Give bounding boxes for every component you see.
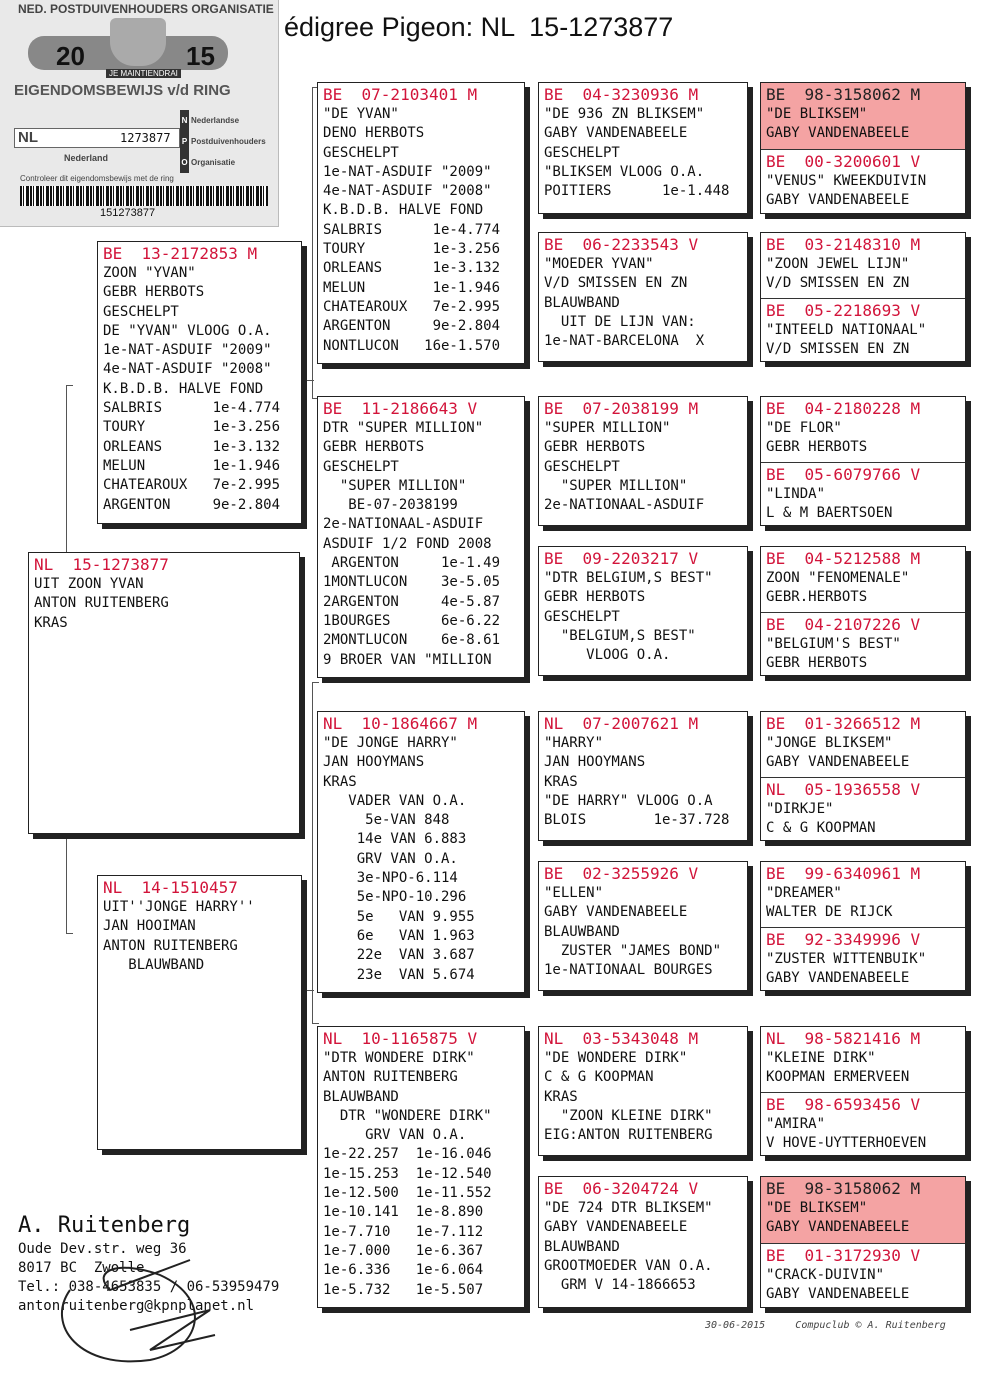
pigeon-detail-line: 9 BROER VAN "MILLION [323, 651, 492, 668]
pigeon-details [98, 264, 301, 515]
ring-number: BE 05-6079766 V [766, 465, 921, 484]
pigeon-detail-line: 2ARGENTON 4e-5.87 [323, 593, 501, 610]
ring-number: BE 04-2107226 V [766, 615, 921, 634]
pigeon-detail-line: "SUPER MILLION" [544, 477, 688, 494]
pigeon-gen5-7[interactable] [761, 547, 965, 612]
pigeon-detail-line: VLOOG O.A. [544, 647, 671, 664]
pigeon-detail-line: "DE BLIKSEM" [766, 106, 868, 122]
pigeon-detail-line: 1e-7.000 1e-6.367 [323, 1242, 484, 1259]
pigeon-details [98, 898, 301, 975]
pigeon-detail-line: TOURY 1e-3.256 [323, 241, 501, 258]
pigeon-details [318, 105, 524, 356]
pigeon-detail-line: GABY VANDENABEELE [766, 1286, 910, 1303]
pigeon-detail-line: POITIERS 1e-1.448 [544, 183, 730, 200]
card-number: 1273877 [120, 131, 171, 145]
connector-subject-sire [66, 385, 73, 553]
ring-number: BE 07-2103401 M [323, 85, 478, 104]
pigeon-detail-line: C & G KOOPMAN [766, 820, 876, 837]
pigeon-details [761, 1266, 965, 1305]
pigeon-details [761, 1199, 965, 1238]
pigeon-details [761, 884, 965, 923]
pigeon-dam-dam[interactable] [317, 1026, 525, 1308]
pigeon-details [761, 1049, 965, 1088]
pigeon-detail-line: 1e-15.253 1e-12.540 [323, 1165, 492, 1182]
pigeon-gen5-13[interactable] [761, 1027, 965, 1092]
pigeon-detail-line: "KLEINE DIRK" [766, 1050, 876, 1066]
pigeon-detail-line: GESCHELPT [544, 608, 620, 625]
pigeon-detail-line: "SUPER MILLION" [323, 477, 467, 494]
pigeon-detail-line: "DE 936 ZN BLIKSEM" [544, 106, 705, 122]
pigeon-detail-line: "DREAMER" [766, 885, 842, 901]
pigeon-detail-line: V/D SMISSEN EN ZN [544, 275, 688, 292]
pigeon-pair-1 [760, 82, 966, 214]
pigeon-detail-line: "DE FLOR" [766, 420, 842, 436]
pigeon-detail-line: ARGENTON 9e-2.804 [103, 496, 281, 513]
pigeon-detail-line: 22e VAN 3.687 [323, 947, 475, 964]
pigeon-detail-line: L & M BAERTSOEN [766, 505, 893, 522]
ring-number: BE 00-3200601 V [766, 152, 921, 171]
pigeon-detail-line: ANTON RUITENBERG [323, 1069, 458, 1086]
barcode-number: 151273877 [100, 207, 156, 219]
pigeon-detail-line: ARGENTON 9e-2.804 [323, 318, 501, 335]
pigeon-details [761, 172, 965, 211]
pigeon-detail-line: 3e-NPO-6.114 [323, 870, 458, 887]
owner-email: antonruitenberg@kpnplanet.nl [18, 1298, 255, 1314]
ring-number: BE 04-2180228 M [766, 399, 921, 418]
pigeon-detail-line: K.B.D.B. HALVE FOND [103, 380, 264, 397]
card-heading: EIGENDOMSBEWIJS v/d RING [14, 82, 231, 99]
pigeon-sire[interactable] [97, 241, 302, 524]
pigeon-detail-line: ZOON "FENOMENALE" [766, 570, 910, 586]
ring-number: NL 03-5343048 M [544, 1029, 699, 1048]
pigeon-detail-line: 1e-NAT-BARCELONA X [544, 333, 705, 350]
hline-sire [302, 380, 314, 381]
pigeon-detail-line: 1e-NATIONAAL BOURGES [544, 962, 713, 979]
pigeon-gen5-1[interactable] [761, 83, 965, 149]
pigeon-detail-line: KRAS [544, 773, 578, 790]
pigeon-sire-sire[interactable] [317, 82, 525, 364]
pigeon-gen4-7[interactable] [538, 1026, 748, 1156]
pigeon-detail-line: "JONGE BLIKSEM" [766, 735, 893, 751]
pigeon-details [761, 1115, 965, 1154]
signature-scribble [40, 1230, 220, 1380]
pigeon-detail-line: 2e-NATIONAAL-ASDUIF [323, 516, 484, 533]
pigeon-detail-line: GRV VAN O.A. [323, 1127, 467, 1144]
hline-dam [302, 990, 314, 991]
pigeon-gen5-11[interactable] [761, 862, 965, 927]
pigeon-detail-line: GABY VANDENABEELE [766, 970, 910, 987]
pigeon-detail-line: "DE HARRY" VLOOG O.A [544, 792, 713, 809]
pigeon-detail-line: "VENUS" KWEEKDUIVIN [766, 173, 927, 189]
ring-number: BE 11-2186643 V [323, 399, 478, 418]
coat-of-arms-icon [110, 18, 166, 66]
pigeon-detail-line: "DE YVAN" [323, 106, 399, 122]
pigeon-details [318, 734, 524, 985]
card-control-text: Controleer dit eigendomsbewijs met de ring [20, 174, 174, 183]
pigeon-detail-line: GEBR HERBOTS [103, 284, 205, 301]
pigeon-detail-line: ZUSTER "JAMES BOND" [544, 942, 722, 959]
pigeon-detail-line: SALBRIS 1e-4.774 [103, 400, 281, 417]
pigeon-dam[interactable] [97, 875, 302, 1150]
pigeon-detail-line: 1e-10.141 1e-8.890 [323, 1204, 484, 1221]
pigeon-detail-line: "DE JONGE HARRY" [323, 735, 458, 751]
pigeon-detail-line: KRAS [34, 614, 68, 631]
pigeon-detail-line: ANTON RUITENBERG [34, 595, 169, 612]
pigeon-details [539, 569, 747, 665]
pigeon-details [539, 255, 747, 351]
ring-number: NL 10-1165875 V [323, 1029, 478, 1048]
pigeon-detail-line: JAN HOOIMAN [103, 918, 196, 935]
pigeon-detail-line: CHATEAROUX 7e-2.995 [323, 298, 501, 315]
pigeon-detail-line: GABY VANDENABEELE [544, 1219, 688, 1236]
pigeon-detail-line: WALTER DE RIJCK [766, 904, 893, 921]
pigeon-detail-line: "SUPER MILLION" [544, 420, 671, 436]
ring-number: BE 01-3172930 V [766, 1246, 921, 1265]
pigeon-gen5-16[interactable] [761, 1243, 965, 1308]
pigeon-detail-line: ANTON RUITENBERG [103, 937, 238, 954]
pigeon-pair-5 [760, 711, 966, 841]
npo-line-3: Organisatie [191, 158, 236, 167]
pigeon-details [539, 884, 747, 980]
pigeon-detail-line: 1e-12.500 1e-11.552 [323, 1185, 492, 1202]
ring-number: BE 98-3158062 M [766, 1179, 921, 1198]
pigeon-detail-line: "ZUSTER WITTENBUIK" [766, 951, 927, 967]
pigeon-detail-line: JAN HOOYMANS [544, 754, 646, 771]
pigeon-detail-line: GESCHELPT [544, 458, 620, 475]
pigeon-detail-line: GABY VANDENABEELE [766, 754, 910, 771]
pigeon-detail-line: 1e-22.257 1e-16.046 [323, 1146, 492, 1163]
pigeon-detail-line: "BELGIUM'S BEST" [766, 636, 901, 652]
card-year-right: 15 [186, 41, 215, 71]
pigeon-gen5-4[interactable] [761, 298, 965, 362]
pigeon-pair-8 [760, 1176, 966, 1308]
pigeon-detail-line: 1BOURGES 6e-6.22 [323, 612, 501, 629]
pigeon-detail-line: UIT ZOON YVAN [34, 576, 144, 592]
pigeon-detail-line: BLAUWBAND [544, 294, 620, 311]
pigeon-detail-line: 5e-VAN 848 [323, 812, 450, 829]
pigeon-detail-line: "HARRY" [544, 735, 604, 751]
pigeon-detail-line: "ZOON KLEINE DIRK" [544, 1107, 713, 1124]
pigeon-detail-line: ORLEANS 1e-3.132 [103, 438, 281, 455]
pigeon-details [761, 569, 965, 608]
pigeon-detail-line: VADER VAN O.A. [323, 792, 467, 809]
ring-number: BE 92-3349996 V [766, 930, 921, 949]
pigeon-detail-line: GROOTMOEDER VAN O.A. [544, 1257, 713, 1274]
pigeon-details [539, 1049, 747, 1145]
ring-number: NL 05-1936558 V [766, 780, 921, 799]
pigeon-detail-line: KRAS [323, 773, 357, 790]
pigeon-detail-line: ARGENTON 1e-1.49 [323, 555, 501, 572]
pigeon-detail-line: GABY VANDENABEELE [766, 1219, 910, 1236]
pigeon-detail-line: 1e-NAT-ASDUIF "2009" [103, 342, 272, 359]
pigeon-detail-line: NONTLUCON 16e-1.570 [323, 337, 501, 354]
pigeon-gen4-5[interactable] [538, 711, 748, 841]
ring-number: BE 04-5212588 M [766, 549, 921, 568]
pigeon-detail-line: GEBR.HERBOTS [766, 589, 868, 606]
ring-number: BE 09-2203217 V [544, 549, 699, 568]
pigeon-detail-line: MELUN 1e-1.946 [323, 279, 501, 296]
pigeon-detail-line: BLAUWBAND [544, 1238, 620, 1255]
pigeon-detail-line: 1e-6.336 1e-6.064 [323, 1262, 484, 1279]
crest-label: JE MAINTIENDRAI [106, 69, 181, 78]
pigeon-detail-line: DENO HERBOTS [323, 125, 425, 142]
pigeon-detail-line: EIG:ANTON RUITENBERG [544, 1127, 713, 1144]
pigeon-detail-line: GABY VANDENABEELE [766, 192, 910, 209]
pigeon-detail-line: 5e VAN 9.955 [323, 908, 475, 925]
ring-number: BE 07-2038199 M [544, 399, 699, 418]
pigeon-detail-line: MELUN 1e-1.946 [103, 457, 281, 474]
pigeon-pair-6 [760, 861, 966, 991]
owner-name: A. Ruitenberg [18, 1213, 191, 1238]
pigeon-sire-dam[interactable] [317, 396, 525, 678]
ring-number: BE 01-3266512 M [766, 714, 921, 733]
pigeon-detail-line: BLAUWBAND [103, 956, 205, 973]
pigeon-detail-line: "CRACK-DUIVIN" [766, 1267, 885, 1283]
ownership-card [0, 0, 279, 227]
pigeon-detail-line: 5e-NPO-10.296 [323, 889, 467, 906]
footer-credit: 30-06-2015 Compuclub © A. Ruitenberg [705, 1320, 946, 1331]
pigeon-detail-line: KOOPMAN ERMERVEEN [766, 1069, 910, 1086]
pigeon-detail-line: DTR "WONDERE DIRK" [323, 1107, 492, 1124]
ring-number: BE 04-3230936 M [544, 85, 699, 104]
pigeon-detail-line: UIT DE LIJN VAN: [544, 313, 696, 330]
pigeon-detail-line: 4e-NAT-ASDUIF "2008" [103, 361, 272, 378]
pigeon-dam-sire[interactable] [317, 711, 525, 993]
pigeon-detail-line: 1e-5.732 1e-5.507 [323, 1281, 484, 1298]
pigeon-detail-line: ASDUIF 1/2 FOND 2008 [323, 535, 492, 552]
pigeon-detail-line: 2e-NATIONAAL-ASDUIF [544, 497, 705, 514]
pigeon-pair-3 [760, 396, 966, 526]
pigeon-gen5-14[interactable] [761, 1092, 965, 1156]
ring-number: BE 06-2233543 V [544, 235, 699, 254]
ring-number: BE 99-6340961 M [766, 864, 921, 883]
pigeon-detail-line: 4e-NAT-ASDUIF "2008" [323, 183, 492, 200]
ring-number: BE 98-3158062 M [766, 85, 921, 104]
pigeon-details [29, 575, 299, 633]
pigeon-gen5-5[interactable] [761, 397, 965, 462]
pigeon-pair-2 [760, 232, 966, 362]
pigeon-detail-line: GESCHELPT [103, 303, 179, 320]
pigeon-detail-line: 23e VAN 5.674 [323, 966, 475, 983]
pigeon-gen4-1[interactable] [538, 82, 748, 214]
ring-number: BE 13-2172853 M [103, 244, 258, 263]
card-org: NED. POSTDUIVENHOUDERS ORGANISATIE [18, 2, 274, 16]
pigeon-details [761, 635, 965, 674]
ring-number: NL 15-1273877 [34, 555, 169, 574]
pigeon-gen4-8[interactable] [538, 1176, 748, 1308]
pigeon-details [761, 485, 965, 524]
pigeon-detail-line: "DE WONDERE DIRK" [544, 1050, 688, 1066]
pigeon-detail-line: BLOIS 1e-37.728 [544, 812, 730, 829]
pigeon-pair-7 [760, 1026, 966, 1156]
ring-number: BE 06-3204724 V [544, 1179, 699, 1198]
owner-address: Oude Dev.str. weg 36 [18, 1241, 187, 1257]
pigeon-detail-line: GEBR HERBOTS [766, 655, 868, 672]
connector-subject-dam [66, 832, 73, 934]
pigeon-detail-line: 1e-NAT-ASDUIF "2009" [323, 163, 492, 180]
pigeon-gen5-6[interactable] [761, 462, 965, 526]
card-npo: N Nederlandse P Postduivenhouders O Organisatie [180, 110, 266, 173]
pigeon-detail-line: 1e-7.710 1e-7.112 [323, 1223, 484, 1240]
pigeon-details [761, 255, 965, 294]
pigeon-detail-line: "DE BLIKSEM" [766, 1200, 868, 1216]
pigeon-details [539, 105, 747, 201]
pigeon-detail-line: GRV VAN O.A. [323, 850, 458, 867]
pigeon-detail-line: GEBR HERBOTS [544, 439, 646, 456]
pigeon-detail-line: GABY VANDENABEELE [544, 904, 688, 921]
pigeon-detail-line: GRM V 14-1866653 [544, 1277, 696, 1294]
pigeon-detail-line: ORLEANS 1e-3.132 [323, 260, 501, 277]
card-nederland: Nederland [64, 153, 109, 163]
pigeon-detail-line: GESCHELPT [544, 144, 620, 161]
owner-city: 8017 BC Zwolle [18, 1260, 145, 1276]
pigeon-detail-line: V HOVE-UYTTERHOEVEN [766, 1135, 927, 1152]
ring-number: BE 05-2218693 V [766, 301, 921, 320]
pigeon-subject[interactable] [28, 552, 300, 834]
pigeon-detail-line: V/D SMISSEN EN ZN [766, 341, 910, 358]
pigeon-detail-line: 6e VAN 1.963 [323, 927, 475, 944]
pigeon-details [761, 800, 965, 839]
pigeon-detail-line: "AMIRA" [766, 1116, 826, 1132]
pigeon-detail-line: K.B.D.B. HALVE FOND [323, 202, 484, 219]
pigeon-detail-line: "ELLEN" [544, 885, 604, 901]
pigeon-detail-line: GABY VANDENABEELE [544, 125, 688, 142]
pigeon-details [539, 1199, 747, 1295]
pigeon-detail-line: "DIRKJE" [766, 801, 834, 817]
pigeon-detail-line: TOURY 1e-3.256 [103, 419, 281, 436]
pigeon-detail-line: "LINDA" [766, 486, 826, 502]
pigeon-detail-line: C & G KOOPMAN [544, 1069, 654, 1086]
ring-number: NL 98-5821416 M [766, 1029, 921, 1048]
pigeon-gen4-6[interactable] [538, 861, 748, 991]
pigeon-detail-line: SALBRIS 1e-4.774 [323, 221, 501, 238]
card-country: NL [18, 129, 38, 146]
pigeon-detail-line: CHATEAROUX 7e-2.995 [103, 477, 281, 494]
pigeon-detail-line: BE-07-2038199 [323, 497, 458, 514]
pigeon-detail-line: 14e VAN 6.883 [323, 831, 467, 848]
npo-line-2: Postduivenhouders [191, 137, 266, 146]
ring-number: BE 03-2148310 M [766, 235, 921, 254]
page-title: édigree Pigeon: NL 15-1273877 [284, 12, 674, 42]
ring-number: BE 02-3255926 V [544, 864, 699, 883]
pigeon-gen5-12[interactable] [761, 927, 965, 991]
pigeon-detail-line: ZOON "YVAN" [103, 265, 196, 281]
pigeon-detail-line: 1MONTLUCON 3e-5.05 [323, 574, 501, 591]
pigeon-detail-line: GESCHELPT [323, 458, 399, 475]
ring-number: BE 98-6593456 V [766, 1095, 921, 1114]
pigeon-gen4-4[interactable] [538, 546, 748, 676]
pigeon-detail-line: DE "YVAN" VLOOG O.A. [103, 322, 272, 339]
pigeon-detail-line: BLAUWBAND [544, 923, 620, 940]
pigeon-detail-line: GEBR HERBOTS [544, 589, 646, 606]
owner-phone: Tel.: 038-4653835 / 06-53959479 [18, 1279, 280, 1295]
pigeon-details [761, 419, 965, 458]
pigeon-details [761, 950, 965, 989]
pigeon-detail-line: GEBR HERBOTS [323, 439, 425, 456]
pigeon-gen5-10[interactable] [761, 777, 965, 841]
pigeon-details [761, 321, 965, 360]
pigeon-gen5-3[interactable] [761, 233, 965, 298]
ring-number: NL 10-1864667 M [323, 714, 478, 733]
pigeon-detail-line: GEBR HERBOTS [766, 439, 868, 456]
pigeon-detail-line: "INTEELD NATIONAAL" [766, 322, 927, 338]
pigeon-detail-line: KRAS [544, 1088, 578, 1105]
pigeon-gen5-2[interactable] [761, 149, 965, 214]
pigeon-detail-line: "DTR WONDERE DIRK" [323, 1050, 475, 1066]
pigeon-detail-line: UIT''JONGE HARRY'' [103, 899, 255, 915]
ring-number: NL 07-2007621 M [544, 714, 699, 733]
npo-line-1: Nederlandse [191, 116, 240, 125]
pigeon-detail-line: "BLIKSEM VLOOG O.A. [544, 163, 705, 180]
pigeon-gen4-3[interactable] [538, 396, 748, 526]
pigeon-detail-line: BLAUWBAND [323, 1088, 399, 1105]
ring-number: NL 14-1510457 [103, 878, 238, 897]
pigeon-detail-line: "BELGIUM,S BEST" [544, 627, 696, 644]
pigeon-details [318, 419, 524, 670]
pigeon-gen5-9[interactable] [761, 712, 965, 777]
pigeon-detail-line: GESCHELPT [323, 144, 399, 161]
barcode [20, 186, 268, 206]
pigeon-detail-line: V/D SMISSEN EN ZN [766, 275, 910, 292]
pigeon-detail-line: 2MONTLUCON 6e-8.61 [323, 632, 501, 649]
pigeon-details [761, 105, 965, 144]
pigeon-details [539, 419, 747, 515]
pigeon-gen5-15[interactable] [761, 1177, 965, 1243]
pigeon-detail-line: DTR "SUPER MILLION" [323, 420, 484, 436]
pigeon-detail-line: "DE 724 DTR BLIKSEM" [544, 1200, 713, 1216]
pigeon-detail-line: GABY VANDENABEELE [766, 125, 910, 142]
pigeon-detail-line: JAN HOOYMANS [323, 754, 425, 771]
pigeon-details [539, 734, 747, 830]
pigeon-details [318, 1049, 524, 1300]
pigeon-detail-line: "DTR BELGIUM,S BEST" [544, 570, 713, 586]
card-year-left: 20 [56, 41, 85, 71]
pigeon-details [761, 734, 965, 773]
pigeon-pair-4 [760, 546, 966, 676]
pigeon-detail-line: "MOEDER YVAN" [544, 256, 654, 272]
pigeon-gen4-2[interactable] [538, 232, 748, 362]
pigeon-gen5-8[interactable] [761, 612, 965, 676]
pigeon-detail-line: "ZOON JEWEL LIJN" [766, 256, 910, 272]
